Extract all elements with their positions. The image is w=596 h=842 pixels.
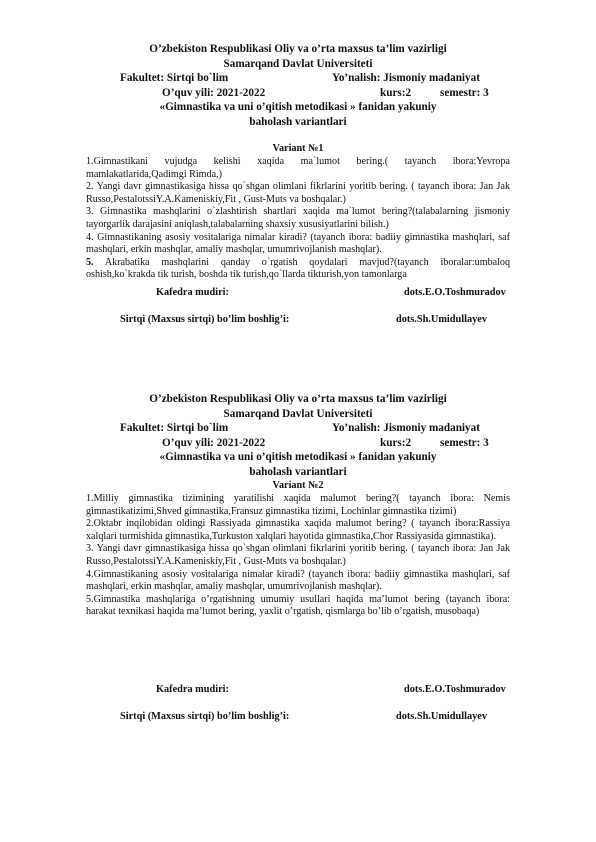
variant-2-questions <box>86 493 510 619</box>
exam-header-1 <box>86 42 510 129</box>
question-item: 1.Milliy gimnastika tizimining yaratilishi xaqida malumot bering?( tayanch ibora: Nemis gimnastikatizimi,Shved gimnastika,Fransuz gimnastika tizimi, Lochinlar gimnastika tizimi) <box>86 493 510 517</box>
signatures-2 <box>86 683 510 724</box>
signatures-1 <box>86 286 510 327</box>
ministry-title: O’zbekiston Respublikasi Oliy va o’rta maxsus ta’lim vazirligi <box>149 43 447 55</box>
year-row <box>86 436 510 451</box>
chief-signature-row <box>86 313 510 327</box>
question-item: 3. Yangi davr gimnastikasiga hissa qo`shgan olimlani fikrlarini yoritib bering. ( tayanch ibora: Jan Jak Russo,PestalotssiY.A.Kameniskiy,Fit , Gust-Muts va boshqalar.) <box>86 543 510 567</box>
ministry-title: O’zbekiston Respublikasi Oliy va o’rta maxsus ta’lim vazirligi <box>149 393 447 405</box>
head-signature-row <box>86 683 510 697</box>
exam-header-2 <box>86 392 510 479</box>
variant-title: Variant №1 <box>272 143 324 154</box>
faculty-label: Fakultet: Sirtqi bo`lim <box>120 422 229 434</box>
year-label: O’quv yili: 2021-2022 <box>162 436 266 449</box>
course-label: kurs:2 <box>380 436 412 449</box>
question-text: Akrabatika mashqlarini qanday o`rgatish qoydalari mavjud?(tayanch iboralar:umbaloq oshish,ko`krakda tik turish, boshda tik turish,qo`llarda tikturish,yon tamonlarga <box>86 256 510 281</box>
chief-signature-row <box>86 710 510 724</box>
semester-label: semestr: 3 <box>440 436 489 449</box>
variant-1-title-wrap <box>86 142 510 155</box>
subject-title: «Gimnastika va uni o’qitish metodikasi » fanidan yakuniy <box>159 451 437 463</box>
direction-label: Yo’nalish: Jismoniy madaniyat <box>332 422 480 434</box>
chief-name: dots.Sh.Umidullayev <box>396 314 487 325</box>
question-item: 4. Gimnastikaning asosiy vositalariga nimalar kiradi? (tayanch ibora: badiiy gimnastika mashqlari, saf mashqlari, erkin mashqlar, amaliy mashqlar, umumrivojlanish mashqlar). <box>86 231 510 256</box>
question-item: 4.Gimnastikaning asosiy vositalariga nimalar kiradi? (tayanch ibora: badiiy gimnastika mashqlari, saf mashqlari, erkin mashqlar, amaliy mashqlar, umumrivojlanish mashqlar). <box>86 568 510 593</box>
question-item: 3. Gimnastika mashqlarini o`zlashtirish shartlari xaqida ma`lumot bering?(talabalarning jismoniy tayorgarlik darajasini aniqlash,talabalarning shaxsiy xususiyatlarini bilish.) <box>86 206 510 230</box>
head-label: Kafedra mudiri: <box>156 287 229 298</box>
question-number: 5. <box>86 256 94 268</box>
question-item: 5.Gimnastika mashqlariga o’rgatishning umumiy usullari haqida ma’lumot bering (tayanch ibora: harakat texnikasi haqida ma’lumot bering, yaxlit o’rgatish, qismlarga bo’lib o’rgatish, musobaqa) <box>86 593 510 618</box>
subject-title: «Gimnastika va uni o’qitish metodikasi » fanidan yakuniy <box>159 101 437 113</box>
chief-label: Sirtqi (Maxsus sirtqi) bo’lim boshlig’i: <box>120 711 290 722</box>
course-label: kurs:2 <box>380 86 412 99</box>
head-name: dots.E.O.Toshmuradov <box>404 684 506 695</box>
question-item: 2. Yangi davr gimnastikasiga hissa qo`shgan olimlani fikrlarini yoritib bering. ( tayanch ibora: Jan Jak Russo,PestalotssiY.A.Kameniskiy,Fit , Gust-Muts va boshqalar.) <box>86 181 510 205</box>
faculty-row <box>86 421 510 436</box>
chief-name: dots.Sh.Umidullayev <box>396 711 487 722</box>
variant-2-title-wrap <box>86 479 510 492</box>
faculty-row <box>86 71 510 86</box>
direction-label: Yo’nalish: Jismoniy madaniyat <box>332 72 480 84</box>
university-title: Samarqand Davlat Universiteti <box>223 407 373 420</box>
subject-subtitle: baholash variantlari <box>249 465 347 478</box>
head-label: Kafedra mudiri: <box>156 684 229 695</box>
question-item: 1.Gimnastikani vujudga kelishi xaqida ma`lumot bering.( tayanch ibora:Yevropa mamlakatlarida,Qadimgi Rimda,) <box>86 156 510 180</box>
head-signature-row <box>86 286 510 300</box>
question-item: 2.Oktabr inqilobidan oldingi Rassiyada gimnastika xaqida malumot bering? ( tayanch ibora:Rassiya xalqlari turmishida gimnastika,Turkuston xalqlari hayotida gimnastika,Chor Rassiyasida gimnastika). <box>86 518 510 542</box>
variant-title: Variant №2 <box>272 480 324 491</box>
head-name: dots.E.O.Toshmuradov <box>404 287 506 298</box>
year-row <box>86 86 510 101</box>
faculty-label: Fakultet: Sirtqi bo`lim <box>120 72 229 84</box>
year-label: O’quv yili: 2021-2022 <box>162 86 266 99</box>
chief-label: Sirtqi (Maxsus sirtqi) bo’lim boshlig’i: <box>120 314 290 325</box>
variant-1-questions <box>86 156 510 282</box>
question-item-5 <box>86 257 510 282</box>
university-title: Samarqand Davlat Universiteti <box>223 57 373 70</box>
subject-subtitle: baholash variantlari <box>249 115 347 128</box>
semester-label: semestr: 3 <box>440 86 489 99</box>
